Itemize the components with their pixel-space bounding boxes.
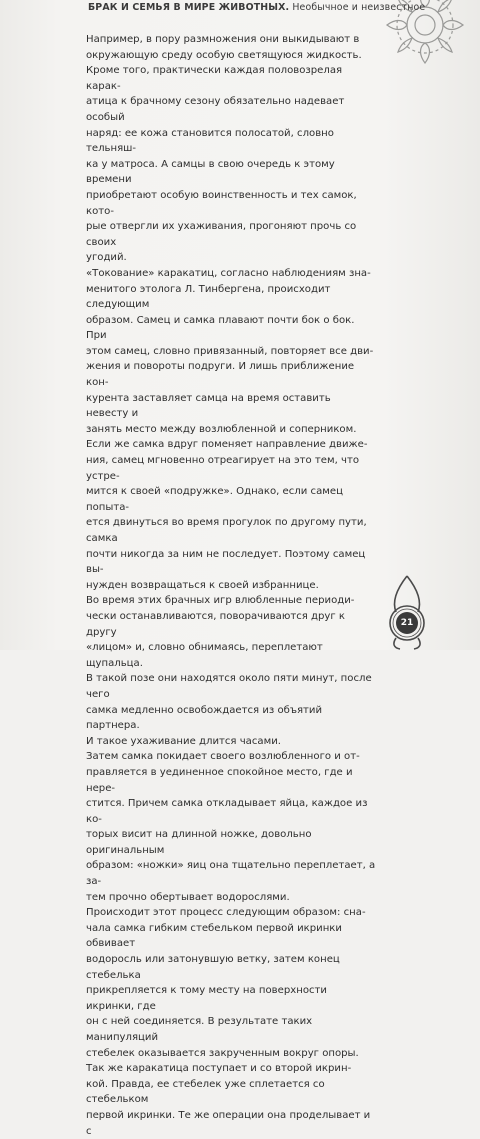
paragraph: Происходит этот процесс следующим образом: сна- чала самка гибким стебельком первой икринки обвивает водоросль или затонувшую ветку, затем конец стебелька прикрепляется к тому месту на поверхности икринки, где он с ней соединяется. В результате таких манипуляций стебелек оказывается закрученным вокруг опоры. [86,907,366,1059]
paragraph: Так же каракатица поступает и со второй икрин- кой. Правда, ее стебелек уже сплетается со стебельком первой икринки. Те же операции она проделывает и с [86,1063,371,1137]
body-text [86,32,376,1139]
paragraph: Затем самка покидает своего возлюбленного и от- правляется в уединенное спокойное место, где и нере- стится. Причем самка откладывает яйца, каждое из ко- торых висит на длинной ножке, довольно оригинальным образом: «ножки» яиц она тщательно переплетает, а за- тем прочно обертывает водорослями. [86,751,376,903]
header-subtitle: Необычное и неизвестное [289,2,426,13]
header-title: БРАК И СЕМЬЯ В МИРЕ ЖИВОТНЫХ. [88,2,290,13]
paragraph: Кроме того, практически каждая половозрелая карак- атица к брачному сезону обязательно надевает особый наряд: ее кожа становится полосатой, словно тельняш- ка у матроса. А самцы в свою очередь к этому времени приобретают особую воинственность и тех самок, кото- рые отвергли их ухаживания, прогоняют прочь со своих угодий. [86,65,357,264]
page-ornament-icon [388,572,448,650]
paragraph: Если же самка вдруг поменяет направление движе- ния, самец мгновенно отреагирует на это тем, что устре- мится к своей «подружке». Однако, если самец попыта- ется двинуться во время прогулок по другому пути, самка почти никогда за ним не последует. Поэтому самец вы- нужден возвращаться к своей избраннице. [86,439,368,591]
paragraph: Например, в пору размножения они выкидывают в окружающую среду особую светящуюся жидкость. [86,34,362,61]
paragraph: «Токование» каракатиц, согласно наблюдениям зна- менитого этолога Л. Тинбергена, происходит следующим образом. Самец и самка плавают почти бок о бок. При этом самец, словно привязанный, повторяет все дви- жения и повороты подруги. И лишь приближение кон- курента заставляет самца на время оставить невесту и занять место между возлюбленной и соперником. [86,267,374,435]
page-number: 21 [396,612,418,634]
running-header [88,2,426,13]
paragraph: Во время этих брачных игр влюбленные периоди- чески останавливаются, поворачиваются друг к другу «лицом» и, словно обнимаясь, переплетают щупальца. В такой позе они находятся около пяти минут, после чего самка медленно освобождается из объятий партнера. И такое ухаживание длится часами. [86,595,372,747]
